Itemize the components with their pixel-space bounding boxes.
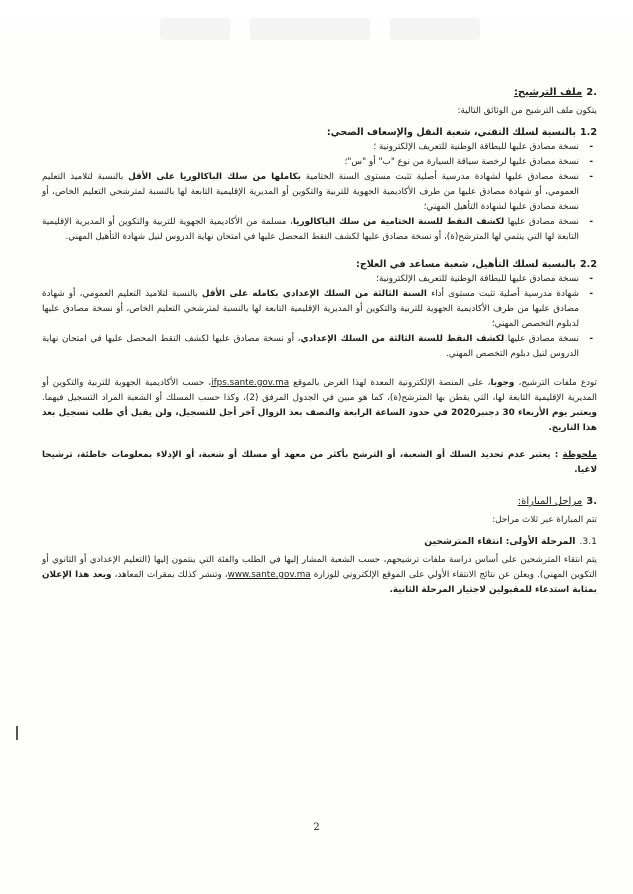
- ministry-link[interactable]: www.sante.gov.ma: [227, 570, 311, 580]
- section-heading-competition-stages: .3مراحل المباراة:: [517, 496, 597, 507]
- faded-header-text: [160, 18, 230, 40]
- list-item: - نسخة مصادق عليها لرخصة سياقة السيارة من نوع "ب" أو "س"؛: [42, 155, 597, 170]
- list-item: - نسخة مصادق عليها للبطاقة الوطنية للتعريف الإلكترونية؛: [42, 272, 597, 287]
- list-item: - شهادة مدرسية أصلية تثبت مستوى أداء السنة الثالثة من السلك الإعدادي بكامله على الأقل بالنسبة لتلاميذ التعليم العمومي، أو شهادة مصادق عليها من طرف الأكاديمية الجهوية للتربية والتكوين أو المديرية الإقليمية التابعة لها بالنسبة لمترشحي التعليم الخاص، أو نسخة مصادق عليها لدبلوم التخصص المهني؛: [42, 287, 597, 332]
- subsection-heading-technician: 1.2بالنسبة لسلك التقني، شعبة النقل والإسعاف الصحي:: [326, 127, 597, 138]
- deadline-text: ويعتبر يوم الأربعاء 30 دجنبر2020 في حدود الساعة الرابعة والنصف بعد الزوال آخر أجل للتسجيل، ولن يقبل أي طلب تسجيل بعد هذا التاريخ.: [42, 408, 598, 433]
- list-item: - نسخة مصادق عليها لشهادة مدرسية أصلية تثبت مستوى السنة الختامية بكاملها من سلك الباكالوريا على الأقل بالنسبة لتلاميذ التعليم العمومي، أو شهادة مصادق عليها من طرف الأكاديمية الجهوية للتربية والتكوين أو المديرية الإقليمية التابعة لها بالنسبة لمترشحي التعليم الخاص، أو نسخة مصادق عليها لشهادة التأهيل المهني؛: [42, 170, 597, 215]
- section-intro: يتكون ملف الترشيح من الوثائق التالية:: [457, 106, 597, 116]
- scan-header-shadow: [0, 0, 633, 60]
- section-heading-candidacy-file: .2ملف الترشيح:: [513, 87, 597, 98]
- section-title: ملف الترشيح:: [513, 87, 583, 98]
- subsection-heading-qualification: 2.2بالنسبة لسلك التأهيل، شعبة مساعد في العلاج:: [356, 259, 597, 270]
- document-body: [42, 85, 597, 598]
- list-item: - نسخة مصادق عليها لكشف النقط للسنة الثالثة من السلك الإعدادي، أو نسخة مصادق عليها لكشف النقط المحصل عليها في امتحان نهاية الدروس لنيل دبلوم التخصص المهني.: [42, 332, 597, 362]
- section-intro: تتم المباراة عبر ثلاث مراحل:: [492, 515, 597, 525]
- subsection-heading-stage-one: 3.1.المرحلة الأولى: انتقاء المترشحين: [424, 536, 597, 547]
- technician-documents-list: [42, 140, 597, 245]
- page-number: 2: [313, 822, 320, 833]
- faded-header-text: [390, 18, 480, 40]
- stage-one-paragraph: يتم انتقاء المترشحين على أساس دراسة ملفات ترشيحهم، حسب الشعبة المشار إليها في الطلب والفئة التي ينتمون إليها (التعليم الإعدادي أو الثانوي أو التكوين المهني). ويعلن عن نتائج الانتقاء الأولي على الموقع الإلكتروني للوزارة www.sante.gov.ma، وتنشر كذلك بمقرات المعاهد، ويعد هذا الإعلان بمثابة استدعاء للمقبولين لاجتياز المرحلة الثانية.: [42, 555, 597, 595]
- qualification-documents-list: [42, 272, 597, 362]
- faded-header-text: [250, 18, 370, 40]
- platform-link[interactable]: ifps.sante.gov.ma: [211, 378, 290, 388]
- list-item: - نسخة مصادق عليها للبطاقة الوطنية للتعريف الإلكترونية ؛: [42, 140, 597, 155]
- section-title: مراحل المباراة:: [517, 496, 583, 507]
- deposit-paragraph: تودع ملفات الترشيح، وجوبا، على المنصة الإلكترونية المعدة لهذا الغرض بالموقع ifps.sante.gov.ma، حسب الأكاديمية الجهوية للتربية والتكوين أو المديرية الإقليمية التابعة لها، التي يقطن بها المترشح(ة)، كما هو مبين في الجدول المرفق (2)، وكذا حسب المسلك أو الشعبة المراد التسجيل فيهما. ويعتبر يوم الأربعاء 30 دجنبر2020 في حدود الساعة الرابعة والنصف بعد الزوال آخر أجل للتسجيل، ولن يقبل أي طلب تسجيل بعد هذا التاريخ.: [42, 378, 598, 433]
- note-paragraph: ملحوظة : يعتبر عدم تحديد السلك أو الشعبة، أو الترشح بأكثر من معهد أو مسلك أو شعبة، أو الإدلاء بمعلومات خاطئة، ترشيحا لاغيا.: [42, 450, 597, 475]
- list-item: - نسخة مصادق عليها لكشف النقط للسنة الختامية من سلك الباكالوريا، مسلمة من الأكاديمية الجهوية للتربية والتكوين أو المديرية الإقليمية التابعة لها التي ينتمي لها المترشح(ة)، أو نسخة مصادق عليها لكشف النقط المحصل عليها في امتحان نهاية الدروس لنيل شهادة التأهيل المهني.: [42, 215, 597, 245]
- margin-bracket-mark: [16, 726, 18, 740]
